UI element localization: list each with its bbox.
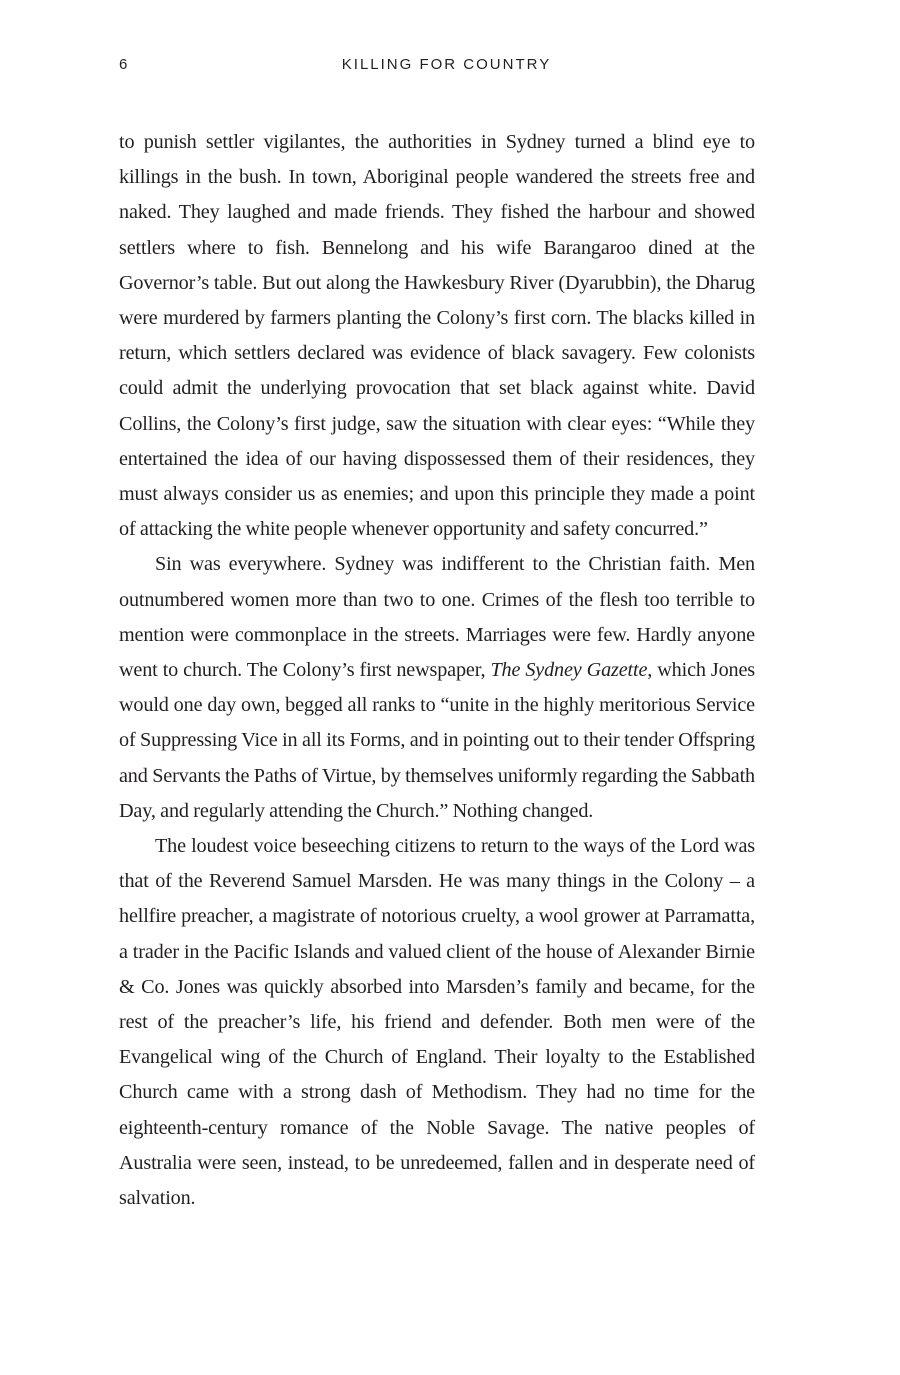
paragraph-text: , which Jones would one day own, begged all ranks to “unite in the highly meritorious Service of Suppressing Vice in all its Forms, and in pointing out to their tender Offspring and Servants the Paths of Virtue, by themselves uniformly regarding the Sabbath Day, and regularly attending the Church.” Nothing changed. xyxy=(119,659,755,822)
paragraph: The loudest voice beseeching citizens to return to the ways of the Lord was that of the Reverend Samuel Marsden. He was many things in the Colony – a hellfire preacher, a magistrate of notorious cruelty, a wool grower at Parramatta, a trader in the Pacific Islands and valued client of the house of Alexander Birnie & Co. Jones was quickly absorbed into Marsden’s family and became, for the rest of the preacher’s life, his friend and defender. Both men were of the Evangelical wing of the Church of England. Their loyalty to the Established Church came with a strong dash of Methodism. They had no time for the eighteenth-century romance of the Noble Savage. The native peoples of Australia were seen, instead, to be unredeemed, fallen and in desperate need of salvation. xyxy=(119,835,755,1210)
page-number: 6 xyxy=(119,56,130,73)
newspaper-title: The Sydney Gazette xyxy=(490,659,648,682)
running-head: KILLING FOR COUNTRY xyxy=(341,56,552,73)
paragraph-text: Sin was everywhere. Sydney was indifferent to the Christian faith. Men outnumbered women more than two to one. Crimes of the flesh too terrible to mention were commonplace in the streets. Marriages were few. Hardly anyone went to church. The Colony’s first newspaper, xyxy=(119,553,755,682)
paragraph: to punish settler vigilantes, the authorities in Sydney turned a blind eye to killings in the bush. In town, Aboriginal people wandered the streets free and naked. They laughed and made friends. They fished the harbour and showed settlers where to fish. Bennelong and his wife Barangaroo dined at the Governor’s table. But out along the Hawkesbury River (Dyarubbin), the Dharug were murdered by farmers planting the Colony’s first corn. The blacks killed in return, which settlers declared was evidence of black savagery. Few colonists could admit the underlying provocation that set black against white. David Collins, the Colony’s first judge, saw the situation with clear eyes: “While they entertained the idea of our having dispossessed them of their residences, they must always consider us as enemies; and upon this principle they made a point of attacking the white people whenever opportunity and safety concurred.” xyxy=(119,131,755,541)
page-header xyxy=(119,56,754,78)
body-text xyxy=(119,125,755,1216)
paragraph xyxy=(119,547,755,829)
